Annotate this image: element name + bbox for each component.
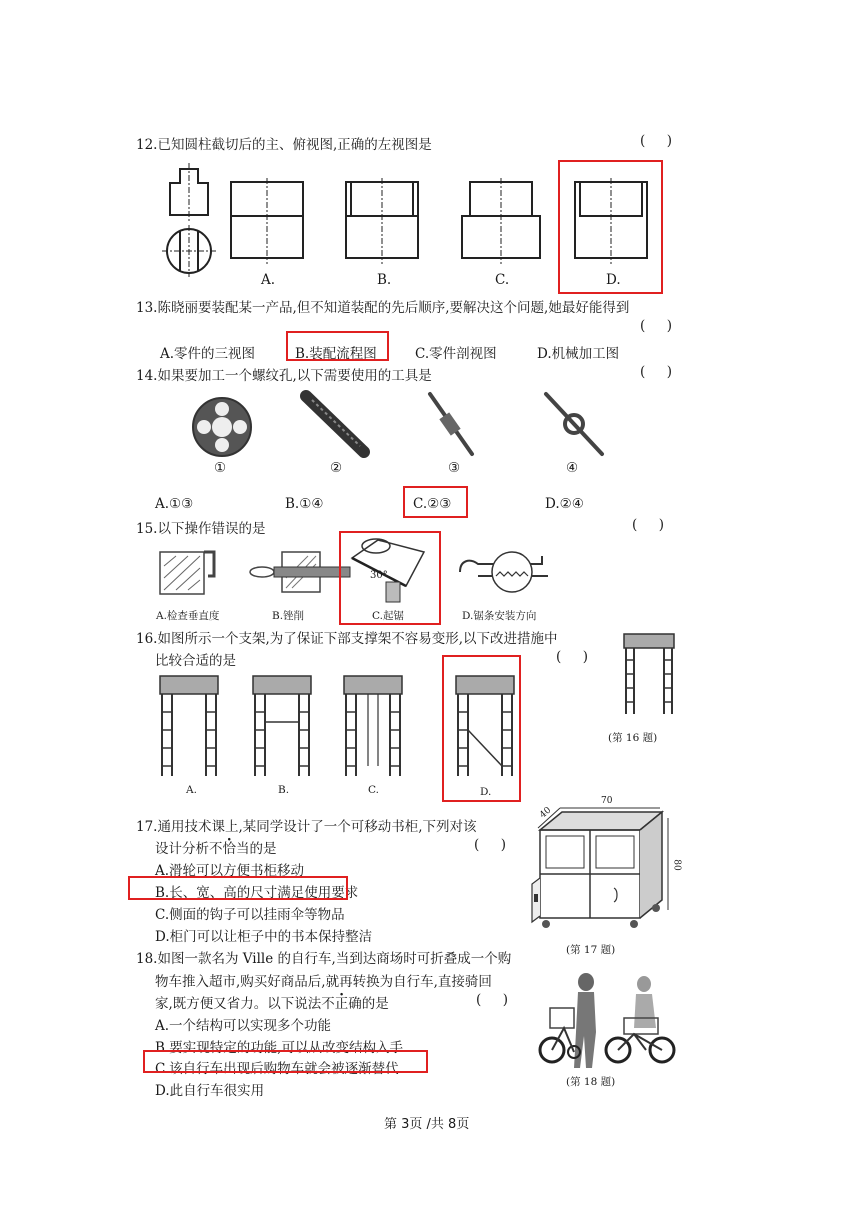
q18-option-d[interactable]: D.此自行车很实用 [155, 1083, 265, 1099]
q17-option-b[interactable]: B.长、宽、高的尺寸满足使用要求 [155, 885, 359, 901]
q13-option-d[interactable]: D.机械加工图 [537, 346, 620, 362]
q16-figure-caption: (第 16 题) [608, 732, 658, 744]
q17-dim-width: 70 [601, 796, 613, 806]
q15-caption-d: D.锯条安装方向 [462, 610, 537, 622]
q17-stem-line2-part1: 设计分析 [155, 841, 209, 857]
q18-option-c[interactable]: C.该自行车出现后购物车就会被逐渐替代 [155, 1061, 399, 1077]
q12-option-c[interactable]: C. [495, 272, 510, 288]
q16-option-d[interactable]: D. [480, 786, 492, 798]
q13-option-b[interactable]: B.装配流程图 [295, 346, 377, 362]
q17-option-c[interactable]: C.侧面的钩子可以挂雨伞等物品 [155, 907, 345, 923]
q16-option-b-drawing [247, 672, 319, 782]
q16-stem-line2: 比较合适的是 [155, 653, 236, 669]
q12-option-a-drawing [228, 178, 308, 278]
q17-figure-caption: (第 17 题) [566, 944, 616, 956]
q17-stem-line2-part3: 的是 [249, 841, 277, 857]
q18-stem-line1: 18.如图一款名为 Ville 的自行车,当到达商场时可折叠成一个购 [136, 951, 512, 967]
q12-option-b-drawing [343, 178, 423, 278]
q18-highlight-box [143, 1050, 428, 1073]
q14-highlight-box [403, 486, 468, 518]
q12-answer-paren[interactable]: ( ) [640, 133, 672, 149]
q16-option-a[interactable]: A. [186, 784, 197, 796]
page-footer: 第 3页 /共 8页 [384, 1117, 470, 1132]
q13-answer-paren[interactable]: ( ) [640, 318, 672, 334]
q14-tool-label-2: ② [330, 460, 343, 476]
q17-highlight-box [128, 876, 348, 900]
q18-stem-line3-part3: 的是 [361, 996, 389, 1012]
q17-option-d[interactable]: D.柜门可以让柜子中的书本保持整洁 [155, 929, 373, 945]
q12-highlight-box [558, 160, 663, 294]
q14-option-b[interactable]: B.①④ [285, 496, 324, 512]
q18-option-b[interactable]: B.要实现特定的功能,可以从改变结构入手 [155, 1040, 404, 1056]
q17-answer-paren[interactable]: ( ) [474, 837, 506, 853]
q16-highlight-box [442, 655, 521, 802]
q14-answer-paren[interactable]: ( ) [640, 364, 672, 380]
q14-option-c[interactable]: C.②③ [413, 496, 452, 512]
q16-option-c[interactable]: C. [368, 784, 379, 796]
q16-answer-paren[interactable]: ( ) [556, 649, 588, 665]
q17-bookcase-drawing [530, 798, 680, 938]
q14-tool-label-4: ④ [566, 460, 579, 476]
q18-bicycle-photo [534, 972, 684, 1072]
q15-blade-direction-image [456, 542, 556, 602]
q16-stem-line1: 16.如图所示一个支架,为了保证下部支撑架不容易变形,以下改进措施中 [136, 631, 558, 647]
q17-stem-line2 [155, 837, 277, 857]
q13-stem: 13.陈晓丽要装配某一产品,但不知道装配的先后顺序,要解决这个问题,她最好能得到 [136, 300, 630, 316]
q17-option-a[interactable]: A.滑轮可以方便书柜移动 [155, 863, 305, 879]
q18-stem-emphasis: 不正确 [321, 996, 362, 1012]
q15-stem: 15.以下操作错误的是 [136, 521, 266, 537]
q15-square-check-image [156, 546, 220, 602]
q16-option-c-drawing [338, 672, 410, 782]
q12-given-views [158, 163, 218, 293]
q14-die-tool-image [190, 395, 254, 459]
q13-highlight-box [286, 331, 389, 361]
q14-tap-wrench-image [422, 390, 482, 460]
q14-die-holder-image [540, 390, 610, 460]
q16-option-b[interactable]: B. [278, 784, 290, 796]
q15-caption-a: A.检查垂直度 [156, 610, 220, 622]
q12-option-b[interactable]: B. [377, 272, 392, 288]
q17-stem-line1: 17.通用技术课上,某同学设计了一个可移动书柜,下列对该 [136, 819, 477, 835]
q12-stem: 12.已知圆柱截切后的主、俯视图,正确的左视图是 [136, 137, 432, 153]
q18-answer-paren[interactable]: ( ) [476, 992, 508, 1008]
q18-stem-line2: 物车推入超市,购买好商品后,就再转换为自行车,直接骑回 [155, 974, 492, 990]
q12-option-d[interactable]: D. [606, 272, 621, 288]
q17-stem-emphasis: 不恰当 [209, 841, 250, 857]
q15-caption-b: B.锉削 [272, 610, 305, 622]
q13-option-a[interactable]: A.零件的三视图 [160, 346, 256, 362]
q14-tool-label-3: ③ [448, 460, 461, 476]
q14-tap-tool-image [298, 390, 378, 460]
q16-reference-bracket [620, 630, 680, 720]
q14-tool-label-1: ① [214, 460, 227, 476]
q16-option-a-drawing [154, 672, 226, 782]
q13-option-c[interactable]: C.零件剖视图 [415, 346, 497, 362]
q14-stem: 14.如果要加工一个螺纹孔,以下需要使用的工具是 [136, 368, 432, 384]
q18-figure-caption: (第 18 题) [566, 1076, 616, 1088]
q15-angle-label: 30° [370, 570, 388, 581]
q18-stem-line3-part1: 家,既方便又省力。以下说法 [155, 996, 322, 1012]
q18-option-a[interactable]: A.一个结构可以实现多个功能 [155, 1018, 332, 1034]
q15-answer-paren[interactable]: ( ) [632, 517, 664, 533]
q15-highlight-box [339, 531, 441, 625]
q14-option-d[interactable]: D.②④ [545, 496, 584, 512]
q17-dim-depth: 40 [538, 805, 554, 821]
q14-option-a[interactable]: A.①③ [155, 496, 194, 512]
q17-dim-height: 80 [671, 859, 682, 871]
q12-option-c-drawing [460, 178, 544, 278]
q15-caption-c: C.起锯 [372, 610, 404, 622]
q12-option-a[interactable]: A. [261, 272, 276, 288]
q18-stem-line3 [155, 992, 389, 1012]
